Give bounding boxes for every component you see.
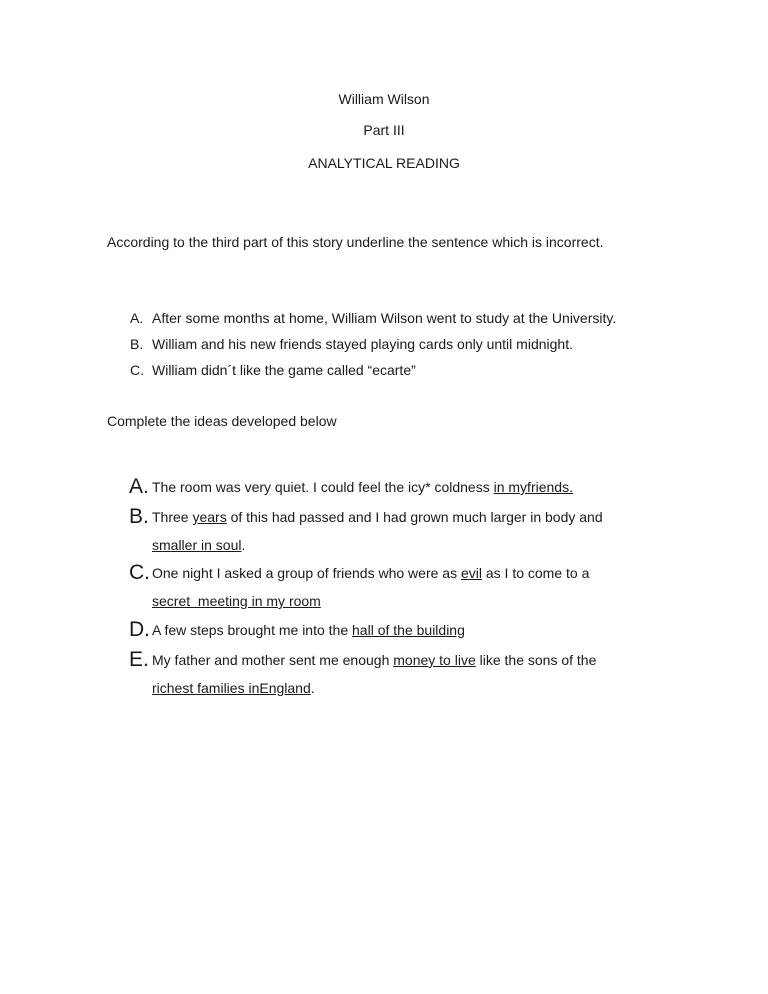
list-item-text: After some months at home, William Wilson went to study at the University. (152, 310, 617, 326)
instruction-underline: According to the third part of this story underline the sentence which is incorrect. (107, 234, 604, 250)
underlined-phrase: years (192, 509, 227, 525)
list-item-letter: C. (130, 362, 144, 378)
list-item-text: William didn´t like the game called “ecarte” (152, 362, 416, 378)
list-item (130, 335, 573, 353)
idea-text: One night I asked a group of friends who were as evil as I to come to a secret meeting in my room (152, 565, 590, 609)
idea-letter: B. (129, 505, 149, 528)
idea-text: Three years of this had passed and I had grown much larger in body and smaller in soul. (152, 509, 603, 553)
underlined-phrase: secret meeting in my room (152, 593, 321, 609)
list-item (130, 361, 416, 379)
underlined-phrase: evil (460, 565, 482, 581)
section-heading: ANALYTICAL READING (308, 155, 460, 171)
idea-text: The room was very quiet. I could feel the icy* coldness in myfriends. (152, 479, 573, 495)
idea-letter: C. (129, 561, 150, 584)
underlined-phrase: richest families inEngland (152, 680, 311, 696)
idea-text: My father and mother sent me enough money to live like the sons of the richest families inEngland. (152, 652, 597, 696)
list-item-letter: A. (130, 310, 144, 326)
underlined-phrase: money to live (393, 652, 476, 668)
idea-letter: A. (129, 475, 149, 498)
list-item-letter: B. (130, 336, 144, 352)
idea-text: A few steps brought me into the hall of the building (152, 622, 465, 638)
instruction-complete: Complete the ideas developed below (107, 413, 337, 429)
document-part: Part III (363, 122, 405, 138)
list-item-text: William and his new friends stayed playing cards only until midnight. (152, 336, 573, 352)
underlined-phrase: smaller in soul (152, 537, 242, 553)
underlined-phrase: in myfriends. (493, 479, 573, 495)
list-item (130, 309, 616, 327)
idea-letter: E. (129, 648, 149, 671)
underlined-phrase: hall of the building (352, 622, 465, 638)
document-title: William Wilson (338, 91, 430, 107)
idea-letter: D. (129, 618, 150, 641)
